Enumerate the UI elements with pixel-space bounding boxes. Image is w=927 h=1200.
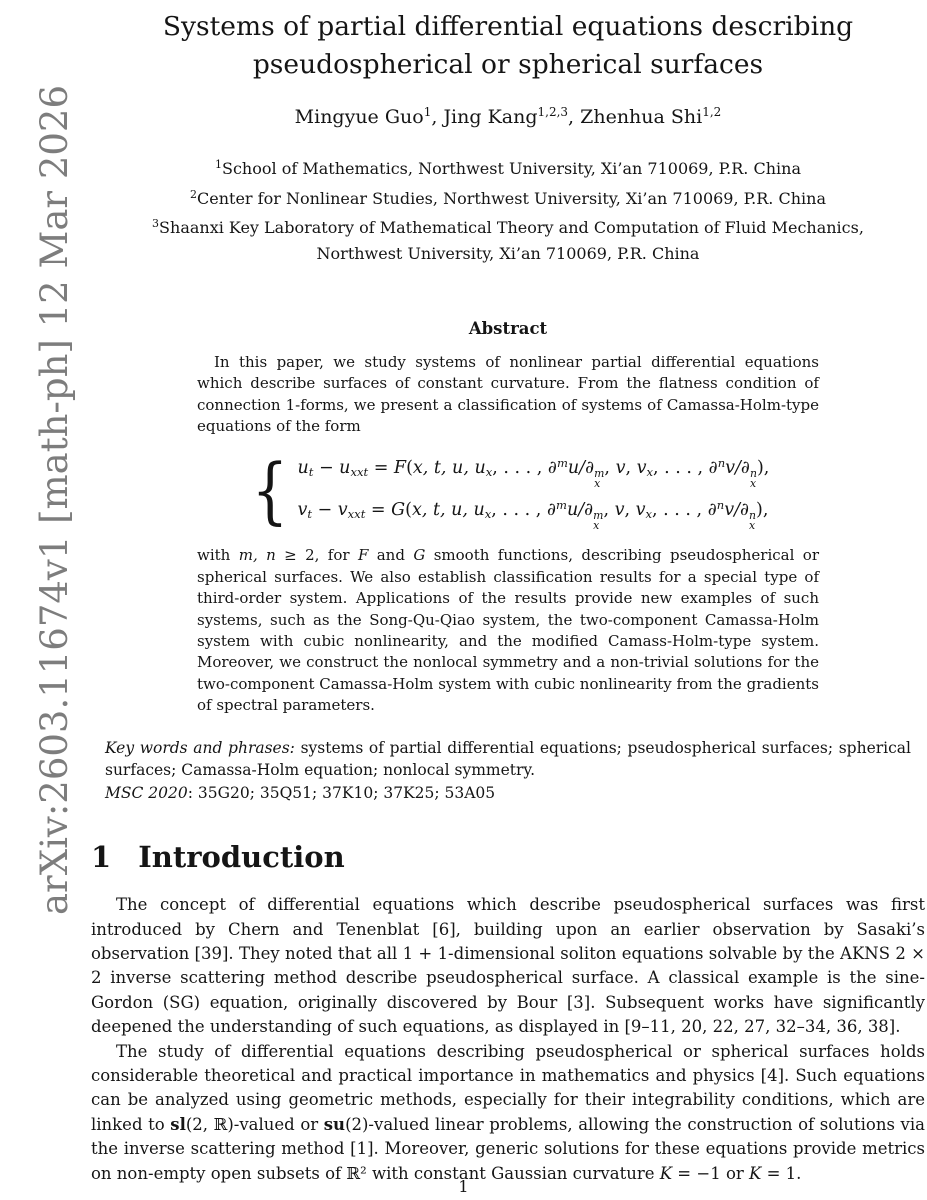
display-equation bbox=[91, 448, 925, 532]
keywords-label: Key words and phrases: bbox=[105, 738, 295, 757]
arxiv-watermark: arXiv:2603.11674v1 [math-ph] 12 Mar 2026 bbox=[33, 84, 76, 915]
affiliation-3-mark: 3 bbox=[152, 217, 160, 230]
abstract-paragraph-1: In this paper, we study systems of nonlinear partial differential equations which describe surfaces of constant curvature. From the flatness condition of connection 1-forms, we present a classification of systems of Camassa-Holm-type equations of the form bbox=[197, 353, 819, 436]
intro-paragraph-2: The study of differential equations describing pseudospherical or spherical surfaces holds considerable theoretical and practical importance in mathematics and physics [4]. Such equations can be analyzed using geometric methods, especially for their integrability conditions, which are linked to sl(2, ℝ)-valued or su(2)-valued linear problems, allowing the construction of solutions via the inverse scattering method [1]. Moreover, generic solutions for these equations provide metrics on non-empty open subsets of ℝ² with constant Gaussian curvature K = −1 or K = 1. bbox=[91, 1041, 925, 1183]
author-line bbox=[91, 105, 925, 128]
paper-title-line-2: pseudospherical or spherical surfaces bbox=[252, 49, 764, 80]
paper-title-line-1: Systems of partial differential equations describing bbox=[162, 11, 854, 42]
page-number: 1 bbox=[458, 1177, 469, 1196]
paper-content-column bbox=[91, 0, 925, 1186]
author-1-affiliation-marks: 1 bbox=[423, 105, 432, 119]
author-3-affiliation-marks: 1,2 bbox=[702, 105, 722, 119]
author-1-name: Mingyue Guo bbox=[294, 106, 424, 128]
affiliation-2-mark: 2 bbox=[190, 187, 197, 201]
abstract-section bbox=[91, 319, 925, 717]
affiliations-block bbox=[91, 152, 925, 266]
affiliation-1-mark: 1 bbox=[215, 158, 222, 171]
affiliation-3 bbox=[91, 211, 925, 241]
intro-paragraph-1: The concept of differential equations which describe pseudospherical surfaces was first introduced by Chern and Tenenblat [6], building upon an earlier observation by Sasaki’s observation [39]. They noted that all 1 + 1-dimensional soliton equations solvable by the AKNS 2 × 2 inverse scattering method describe pseudospherical surface. A classical example is the sine-Gordon (SG) equation, originally discovered by Bour [3]. Subsequent works have significantly deepened the understanding of such equations, as displayed in [9–11, 20, 22, 27, 32–34, 36, 38]. bbox=[91, 895, 925, 1037]
author-separator: , bbox=[431, 106, 444, 128]
affiliation-1-text: School of Mathematics, Northwest University, Xi’an 710069, P.R. China bbox=[222, 159, 801, 178]
affiliation-3-text-continued: Northwest University, Xi’an 710069, P.R. China bbox=[316, 243, 700, 263]
affiliation-1 bbox=[91, 152, 925, 182]
author-3-name: Zhenhua Shi bbox=[580, 106, 703, 128]
curly-brace: { bbox=[251, 447, 288, 532]
msc-label: MSC 2020 bbox=[105, 783, 188, 802]
author-separator: , bbox=[568, 106, 581, 128]
keywords-line bbox=[105, 737, 911, 782]
equation-line-1: ut − uxxt = F(x, t, u, ux, . . . , ∂$^m$u/∂ m x , v, vx, . . . , ∂$^n$v/∂ n x ), bbox=[297, 455, 770, 491]
section-number: 1 bbox=[91, 840, 112, 875]
abstract-paragraph-2: with m, n ≥ 2, for F and G smooth functions, describing pseudospherical or spherical surfaces. We also establish classification results for a special type of third-order system. Applications of the results provide new examples of such systems, such as the Song-Qu-Qiao system, the two-component Camassa-Holm system with cubic nonlinearity, and the modified Camass-Holm-type system. Moreover, we construct the nonlocal symmetry and a non-trivial solutions for the two-component Camassa-Holm system with cubic nonlinearity from the gradients of spectral parameters. bbox=[197, 546, 820, 715]
equation-lines bbox=[297, 448, 769, 532]
section-heading-introduction bbox=[91, 841, 925, 873]
author-3 bbox=[580, 106, 721, 128]
affiliation-2-text: Center for Nonlinear Studies, Northwest University, Xi’an 710069, P.R. China bbox=[197, 188, 826, 208]
msc-text: : 35G20; 35Q51; 37K10; 37K25; 53A05 bbox=[187, 783, 496, 802]
paper-title bbox=[91, 8, 925, 84]
affiliation-2 bbox=[91, 182, 925, 212]
author-1 bbox=[295, 106, 444, 128]
msc-line bbox=[105, 782, 911, 805]
abstract-heading: Abstract bbox=[468, 319, 548, 338]
author-2-name: Jing Kang bbox=[443, 106, 538, 128]
keywords-text: systems of partial differential equations; pseudospherical surfaces; spherical surfaces; Camassa-Holm equation; nonlocal symmetry. bbox=[105, 738, 912, 780]
affiliation-3-continued bbox=[91, 241, 925, 267]
affiliation-3-text: Shaanxi Key Laboratory of Mathematical Theory and Computation of Fluid Mechanics, bbox=[159, 218, 864, 237]
equation-line-2: vt − vxxt = G(x, t, u, ux, . . . , ∂$^m$u/∂ m x , v, vx, . . . , ∂$^n$v/∂ n x ), bbox=[297, 497, 769, 533]
section-title: Introduction bbox=[138, 840, 345, 875]
author-2 bbox=[443, 106, 580, 128]
author-2-affiliation-marks: 1,2,3 bbox=[537, 105, 569, 119]
